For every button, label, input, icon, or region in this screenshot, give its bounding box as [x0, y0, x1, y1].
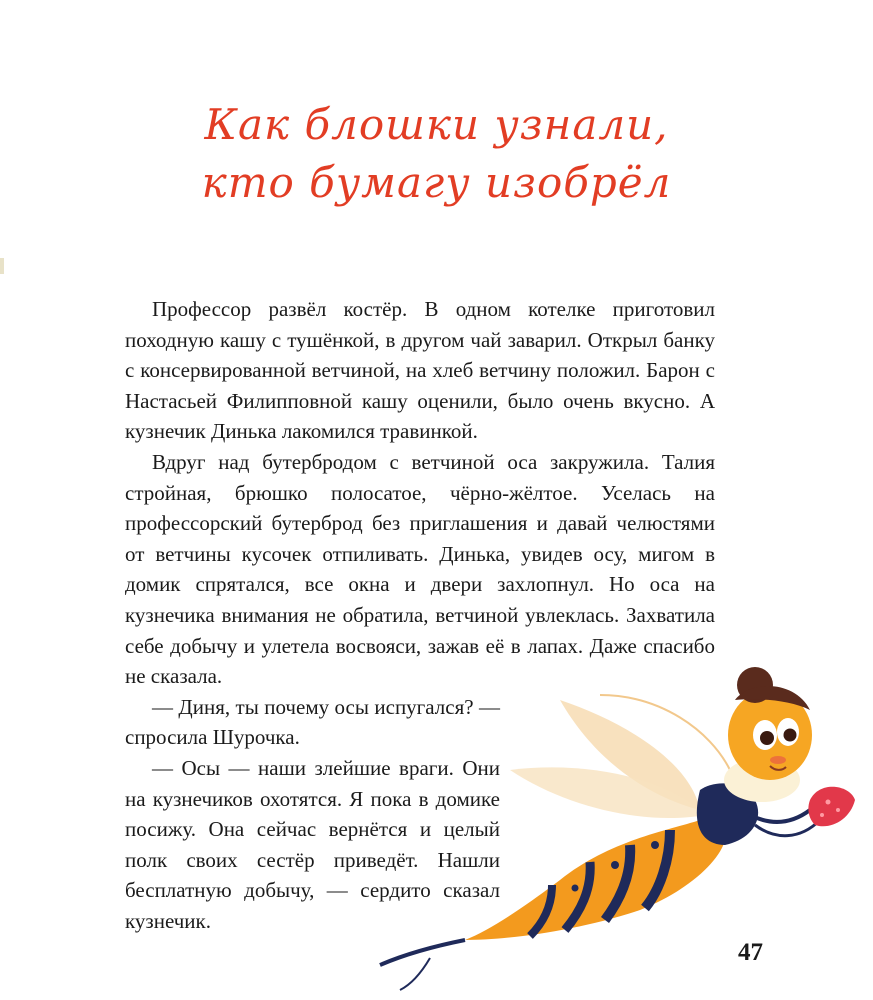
- chapter-title: [0, 96, 873, 212]
- page-edge-mark: [0, 258, 4, 274]
- paragraph-2: Вдруг над бутербродом с ветчиной оса закружила. Талия стройная, брюшко полосатое, чёрно-жёлтое. Уселась на профессорский бутерброд без приглашения и давай челюстями от ветчины кусочек отпиливать. Динька, увидев осу, мигом в домик спрятался, все окна и двери захлопнул. Но оса на кузнечика внимания не обратила, ветчиной увлеклась. Захватила себе добычу и улетела восвояси, зажав её в лапах. Даже спасибо не сказала.: [125, 449, 715, 689]
- paragraph-3: — Диня, ты почему осы испугался? — спросила Шурочка.: [125, 694, 500, 750]
- chapter-title-line-2: кто бумагу изобрёл: [201, 158, 672, 207]
- wasp-abdomen: [465, 820, 725, 940]
- wasp-stinger: [380, 940, 465, 965]
- chapter-title-line-1: Как блошки узнали,: [204, 100, 669, 149]
- page-number: 47: [738, 939, 763, 966]
- wasp-illustration: [370, 640, 870, 1000]
- paragraph-4: — Осы — наши злейшие враги. Они на кузнечиков охотятся. Я пока в домике посижу. Она сейчас вернётся и целый полк своих сестёр приведёт. Нашли бесплатную добычу, — сердито сказал кузнечик.: [125, 755, 500, 933]
- paragraph-1: Профессор развёл костёр. В одном котелке приготовил походную кашу с тушёнкой, в другом чай заварил. Открыл банку с консервированной ветчиной, на хлеб ветчину положил. Барон с Настасьей Филипповной кашу оценили, было очень вкусно. А кузнечик Динька лакомился травинкой.: [125, 297, 715, 444]
- ham-piece: [808, 787, 855, 826]
